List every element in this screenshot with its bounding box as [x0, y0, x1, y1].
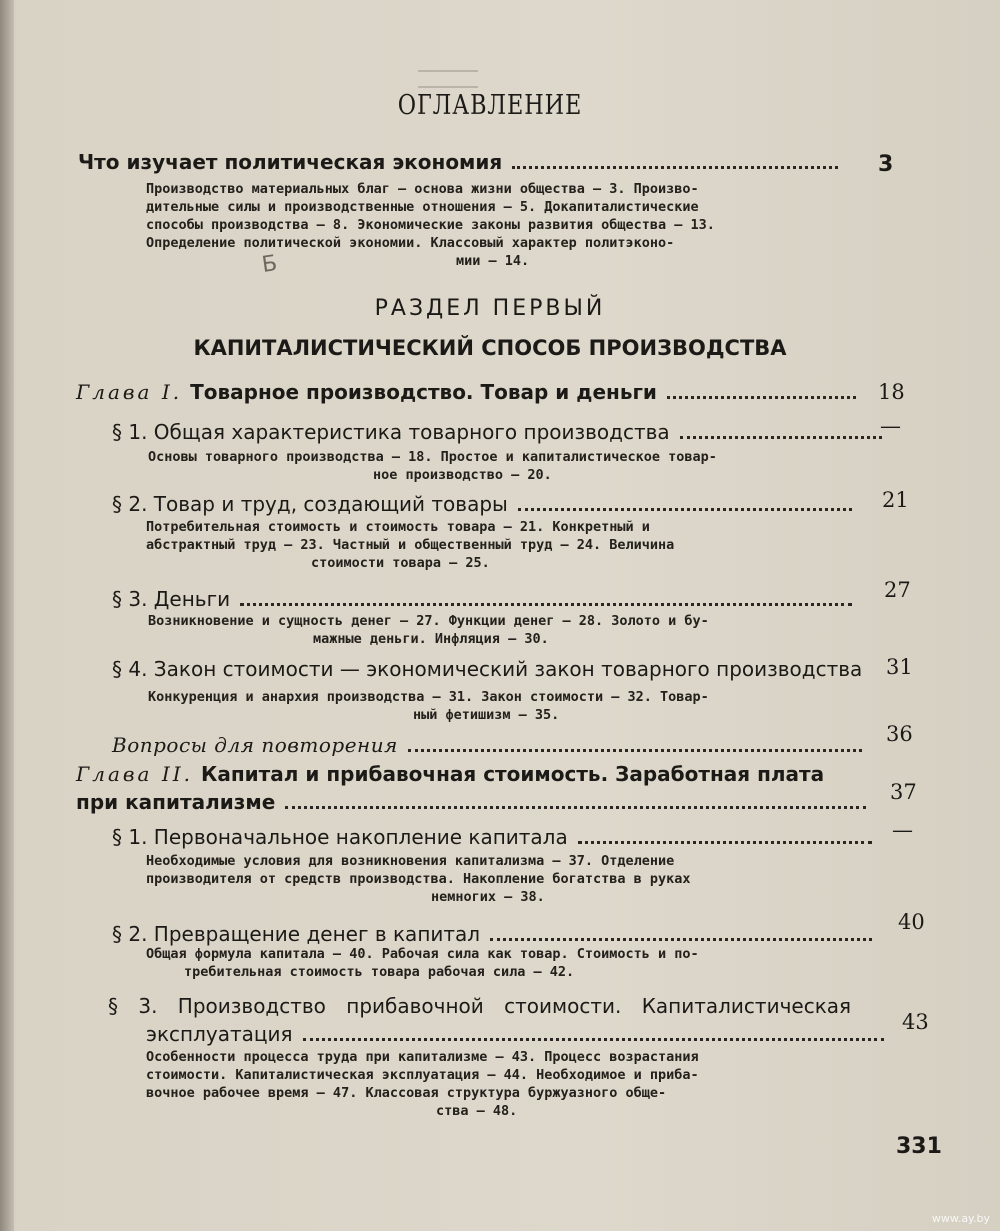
toc-ch1-s2: [112, 492, 862, 516]
ch1-questions-label: Вопросы для повторения: [112, 733, 398, 757]
library-stamp: [418, 70, 478, 88]
ch1-s3-desc: Возникновение и сущность денег — 27. Функции денег — 28. Золото и бу- мажные деньги. Инфляция — 30.: [148, 613, 709, 647]
part-label: РАЗДЕЛ ПЕРВЫЙ: [374, 296, 606, 321]
ch1-s2-desc: Потребительная стоимость и стоимость товара — 21. Конкретный и абстрактный труд — 23. Частный и общественный труд — 24. Величина стоимости товара — 25.: [146, 519, 675, 571]
toc-chapter-1: [76, 380, 866, 404]
chapter-1-page: 18: [878, 380, 905, 404]
ch1-s2-label: § 2. Товар и труд, создающий товары: [112, 492, 508, 516]
toc-ch1-questions: [112, 733, 872, 757]
chapter-2-title-line1: Капитал и прибавочная стоимость. Заработная плата: [200, 762, 825, 786]
dot-leader: [303, 1038, 884, 1041]
pencil-mark: Б: [260, 251, 279, 278]
ch1-questions-page: 36: [886, 722, 913, 746]
toc-entry-intro: [78, 150, 848, 174]
toc-entry-intro-desc: Производство материальных благ — основа жизни общества — 3. Произво- дительные силы и производственные отношения — 5. Докапиталистические способы производства — 8. Экономические законы развития общества — 13. Определение политической экономии. Классовый характер политэконо- мии — 14.: [146, 181, 715, 269]
toc-ch2-s3-line2: [146, 1022, 894, 1046]
dot-leader: [667, 396, 856, 399]
dot-leader: [490, 938, 872, 941]
toc-entry-intro-label: Что изучает политическая экономия: [78, 150, 503, 174]
dot-leader: [240, 603, 852, 606]
ch2-s3-label-line2: эксплуатация: [146, 1022, 293, 1046]
dot-leader: [285, 806, 866, 809]
ch2-s1-page: —: [892, 818, 913, 842]
ch2-s2-desc: Общая формула капитала — 40. Рабочая сила как товар. Стоимость и по- требительная стоимость товара рабочая сила — 42.: [146, 946, 699, 980]
toc-ch2-s1: [112, 825, 882, 849]
part-title: КАПИТАЛИСТИЧЕСКИЙ СПОСОБ ПРОИЗВОДСТВА: [193, 336, 787, 360]
chapter-2-prefix: Глава II.: [76, 762, 193, 786]
dot-leader: [512, 166, 838, 169]
ch2-s2-label: § 2. Превращение денег в капитал: [112, 922, 481, 946]
dot-leader: [518, 508, 852, 511]
toc-ch2-s3: [108, 994, 888, 1018]
ch2-s1-label: § 1. Первоначальное накопление капитала: [112, 825, 568, 849]
dot-leader: [680, 436, 882, 439]
toc-ch1-s1: [112, 420, 892, 444]
chapter-1-title: Товарное производство. Товар и деньги: [190, 380, 657, 404]
chapter-1-prefix: Глава I.: [76, 380, 183, 404]
chapter-2-title-line2: при капитализме: [76, 790, 276, 814]
watermark: www.ay.by: [931, 1212, 990, 1225]
ch1-s1-page: —: [880, 414, 901, 438]
dot-leader: [578, 841, 872, 844]
page-edge: [0, 0, 14, 1231]
dot-leader: [408, 749, 862, 752]
page-title: ОГЛАВЛЕНИЕ: [397, 90, 583, 121]
ch1-s4-desc: Конкуренция и анархия производства — 31. Закон стоимости — 32. Товар- ный фетишизм — 35.: [148, 689, 709, 723]
toc-chapter-2: [76, 762, 876, 786]
page-number: 331: [896, 1134, 942, 1159]
toc-ch1-s3: [112, 587, 862, 611]
chapter-2-page: 37: [890, 780, 917, 804]
ch1-s3-page: 27: [884, 578, 911, 602]
toc-chapter-2-line2: [76, 790, 876, 814]
ch2-s3-page: 43: [902, 1010, 929, 1034]
ch1-s2-page: 21: [882, 488, 909, 512]
ch2-s3-desc: Особенности процесса труда при капитализме — 43. Процесс возрастания стоимости. Капиталистическая эксплуатация — 44. Необходимое и приба- вочное рабочее время — 47. Классовая структура буржуазного обще- ства — 48.: [146, 1049, 699, 1119]
ch1-s1-desc: Основы товарного производства — 18. Простое и капиталистическое товар- ное производство — 20.: [148, 449, 717, 483]
ch2-s3-label-line1: § 3. Производство прибавочной стоимости. Капиталистическая: [108, 994, 852, 1018]
ch1-s3-label: § 3. Деньги: [112, 587, 231, 611]
ch1-s4-label: § 4. Закон стоимости — экономический закон товарного производства: [112, 657, 863, 681]
toc-entry-intro-page: 3: [878, 152, 894, 177]
ch2-s2-page: 40: [898, 910, 925, 934]
ch1-s4-page: 31: [886, 655, 913, 679]
toc-ch2-s2: [112, 922, 882, 946]
toc-ch1-s4: [112, 657, 872, 681]
ch1-s1-label: § 1. Общая характеристика товарного производства: [112, 420, 670, 444]
ch2-s1-desc: Необходимые условия для возникновения капитализма — 37. Отделение производителя от средств производства. Накопление богатства в руках немногих — 38.: [146, 853, 691, 905]
